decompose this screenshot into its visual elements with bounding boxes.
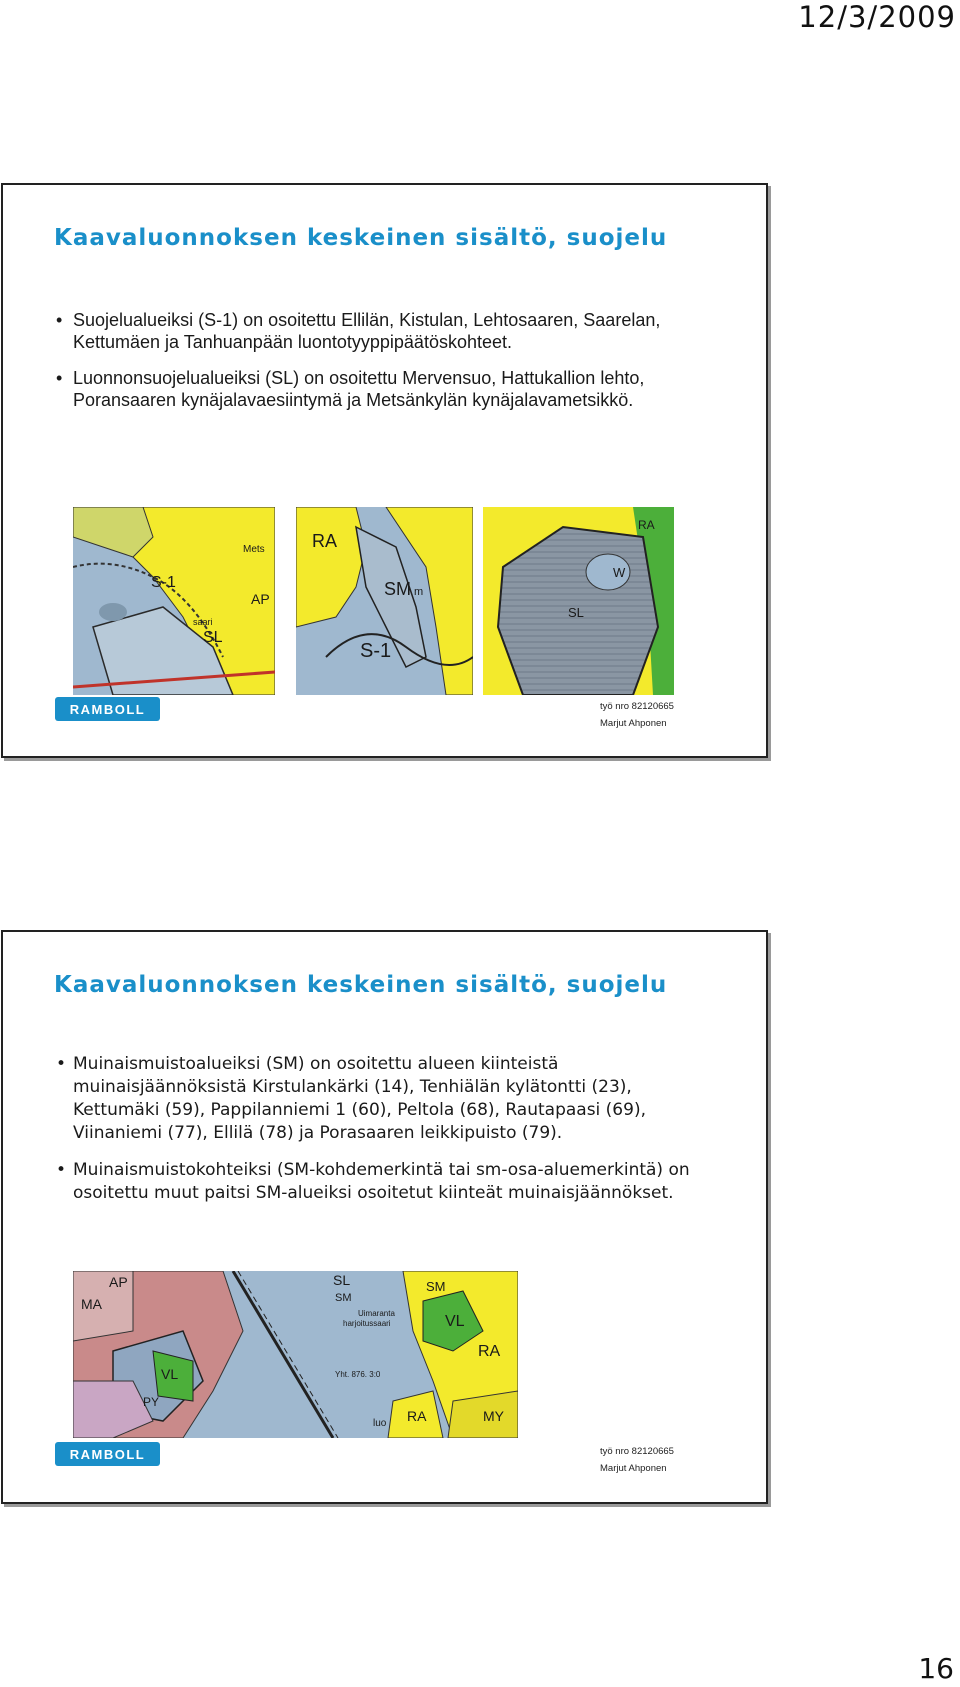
bullet-text: Luonnonsuojelualueiksi (SL) on osoitettu Mervensuo, Hattukallion lehto, Poransaaren kynäjalavaesiintymä ja Metsänkylän kynäjalavametsikkö. (73, 368, 645, 410)
logo-text: RAMBOLL (69, 1447, 146, 1462)
work-number: työ nro 82120665 (600, 1446, 674, 1457)
bullet-item (54, 367, 694, 411)
slide-title: Kaavaluonnoksen keskeinen sisältö, suojelu (54, 972, 668, 998)
map-label: SL (333, 1272, 351, 1288)
bullet-item (54, 309, 694, 353)
slide-1 (1, 183, 768, 758)
map-label: S-1 (360, 640, 392, 662)
bullet-dot-icon: • (56, 368, 63, 388)
map-label: S-1 (151, 574, 176, 591)
map-label: RA (638, 518, 655, 532)
bullet-list (54, 309, 694, 425)
map-excerpt-2 (296, 507, 473, 695)
bullet-dot-icon: • (56, 1160, 67, 1180)
map-label: SL (568, 605, 584, 620)
slide-title: Kaavaluonnoksen keskeinen sisältö, suojelu (54, 225, 668, 251)
map-excerpt-3 (483, 507, 674, 695)
map-label: W (613, 565, 626, 580)
page-number: 16 (918, 1652, 954, 1685)
slide-footer (600, 698, 674, 732)
map-label: SM (335, 1292, 352, 1304)
map-label: PY (143, 1395, 160, 1409)
bullet-dot-icon: • (56, 1054, 67, 1074)
bullet-item (54, 1053, 704, 1145)
map-label: SM (426, 1279, 446, 1294)
bullet-list (54, 1053, 704, 1219)
map-excerpt-1 (73, 507, 275, 695)
map-label: AP (109, 1274, 128, 1290)
map-label: VL (445, 1313, 465, 1330)
author: Marjut Ahponen (600, 1463, 667, 1474)
map-label: luo (373, 1418, 387, 1429)
ramboll-logo (55, 1442, 160, 1466)
map-label: VL (161, 1366, 179, 1382)
map-label: RA (407, 1408, 427, 1424)
bullet-text: Muinaismuistokohteiksi (SM-kohdemerkintä tai sm-osa-aluemerkintä) on osoitettu muut paitsi SM-alueiksi osoitetut kiinteät muinaisjäännökset. (73, 1160, 690, 1203)
document-date: 12/3/2009 (798, 0, 956, 34)
map-label: Mets (243, 544, 265, 555)
ramboll-logo (55, 697, 160, 721)
bullet-text: Suojelualueiksi (S-1) on osoitettu Ellilän, Kistulan, Lehtosaaren, Saarelan, Kettumäen ja Tanhuanpään luontotyyppipäätöskohteet. (73, 310, 661, 352)
bullet-dot-icon: • (56, 310, 63, 330)
map-label: saari (193, 617, 213, 627)
map-label: RA (478, 1343, 501, 1360)
map-label: AP (251, 591, 270, 607)
bullet-item (54, 1159, 704, 1205)
map-label: RA (312, 531, 338, 551)
author: Marjut Ahponen (600, 718, 667, 729)
map-label: SL (203, 629, 223, 646)
logo-text: RAMBOLL (69, 702, 146, 717)
slide-2 (1, 930, 768, 1504)
bullet-text: Muinaismuistoalueiksi (SM) on osoitettu alueen kiinteistä muinaisjäännöksistä Kirstulankärki (14), Tenhiälän kylätontti (23), Kettumäki (59), Pappilanniemi 1 (60), Peltola (68), Rautapaasi (69), Viinaniemi (77), Ellilä (78) ja Porasaaren leikkipuisto (79). (73, 1054, 646, 1143)
map-excerpt-4 (73, 1271, 518, 1438)
map-label: m (414, 586, 424, 598)
slide-footer (600, 1443, 674, 1477)
map-label: harjoitussaari (343, 1319, 391, 1328)
map-label: SM (384, 579, 411, 599)
map-label: Uimaranta (358, 1309, 395, 1318)
work-number: työ nro 82120665 (600, 701, 674, 712)
map-label: Yht. 876. 3:0 (335, 1370, 381, 1379)
map-label: MY (483, 1408, 504, 1424)
map-label: MA (81, 1296, 102, 1312)
